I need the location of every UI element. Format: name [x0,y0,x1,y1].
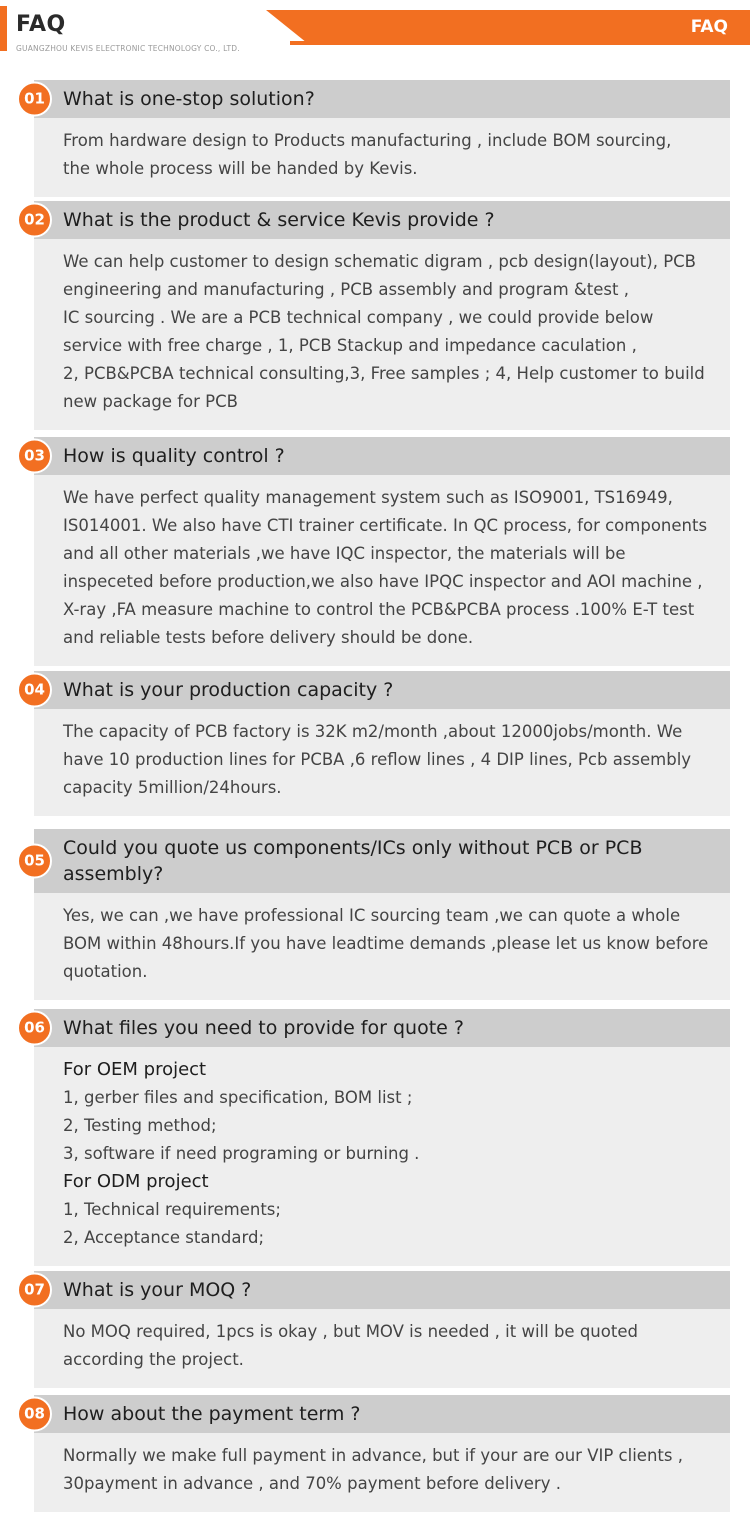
faq-answer [34,1047,730,1266]
faq-item-03 [24,437,730,666]
header-accent-bar [0,6,7,51]
answer-line: Yes, we can ,we have professional IC sourcing team ,we can quote a whole [63,906,681,925]
faq-question-row [24,201,730,239]
faq-question-row [24,1271,730,1309]
faq-number-badge: 05 [17,844,52,879]
faq-number-badge: 02 [17,203,52,238]
answer-line: 1, gerber files and specification, BOM list ; [63,1088,413,1107]
faq-question: What is the product & service Kevis provide ? [63,209,495,231]
question-line: assembly? [63,863,164,885]
faq-item-01 [24,80,730,197]
faq-answer [34,475,730,666]
answer-line: Normally we make full payment in advance, but if your are our VIP clients , [63,1446,683,1465]
answer-line: capacity 5million/24hours. [63,778,282,797]
faq-answer [34,118,730,197]
faq-number-badge: 03 [17,439,52,474]
header-tab-label: FAQ [690,17,728,37]
faq-item-07 [24,1271,730,1388]
answer-line: 2, PCB&PCBA technical consulting,3, Free samples ; 4, Help customer to build [63,364,705,383]
answer-line: We can help customer to design schematic digram , pcb design(layout), PCB [63,252,696,271]
faq-question [34,829,730,893]
faq-item-02 [24,201,730,430]
answer-line: new package for PCB [63,392,238,411]
answer-line: 1, Technical requirements; [63,1200,281,1219]
answer-line: BOM within 48hours.If you have leadtime demands ,please let us know before [63,934,709,953]
answer-line: 3, software if need programing or burning . [63,1144,420,1163]
faq-question: What is your MOQ ? [63,1279,252,1301]
faq-item-08 [24,1395,730,1512]
answer-line: IS014001. We also have CTI trainer certificate. In QC process, for components [63,516,708,535]
faq-item-04 [24,671,730,816]
faq-number-badge: 04 [17,673,52,708]
faq-question-row [24,437,730,475]
answer-line: and all other materials ,we have IQC inspector, the materials will be [63,544,626,563]
faq-question-row [24,80,730,118]
answer-line: 2, Testing method; [63,1116,217,1135]
answer-line: have 10 production lines for PCBA ,6 reflow lines , 4 DIP lines, Pcb assembly [63,750,692,769]
answer-line: X-ray ,FA measure machine to control the PCB&PCBA process .100% E-T test [63,600,695,619]
answer-line: The capacity of PCB factory is 32K m2/month ,about 12000jobs/month. We [63,722,683,741]
faq-answer [34,239,730,430]
oem-heading: For OEM project [63,1059,207,1080]
faq-question: How about the payment term ? [63,1403,361,1425]
answer-line: service with free charge , 1, PCB Stackup and impedance caculation , [63,336,637,355]
answer-line: inspeceted before production,we also have IPQC inspector and AOI machine , [63,572,703,591]
faq-answer [34,1309,730,1388]
header-tab [266,10,750,45]
page-header [0,0,750,60]
answer-line: the whole process will be handed by Kevis. [63,159,418,178]
faq-question-row [24,829,730,893]
faq-answer [34,1433,730,1512]
faq-question: How is quality control ? [63,445,285,467]
answer-line: engineering and manufacturing , PCB assembly and program &test , [63,280,629,299]
question-line: Could you quote us components/ICs only without PCB or PCB [63,837,643,859]
faq-item-06 [24,1009,730,1266]
answer-line: 30payment in advance , and 70% payment before delivery . [63,1474,561,1493]
faq-answer [34,893,730,1000]
answer-line: No MOQ required, 1pcs is okay , but MOV is needed , it will be quoted [63,1322,638,1341]
faq-number-badge: 01 [17,82,52,117]
page-title: FAQ [16,12,66,37]
faq-number-badge: 08 [17,1397,52,1432]
faq-question: What is one-stop solution? [63,88,315,110]
faq-question: What files you need to provide for quote ? [63,1017,464,1039]
answer-line: according the project. [63,1350,244,1369]
faq-answer [34,709,730,816]
faq-question-row [24,1009,730,1047]
company-name: GUANGZHOU KEVIS ELECTRONIC TECHNOLOGY CO., LTD. [16,44,240,53]
answer-line: and reliable tests before delivery should be done. [63,628,474,647]
answer-line: From hardware design to Products manufacturing , include BOM sourcing, [63,131,672,150]
odm-heading: For ODM project [63,1171,209,1192]
answer-line: quotation. [63,962,148,981]
answer-line: We have perfect quality management system such as ISO9001, TS16949, [63,488,673,507]
faq-item-05 [24,829,730,1000]
faq-question: What is your production capacity ? [63,679,394,701]
faq-number-badge: 07 [17,1273,52,1308]
faq-question-row [24,671,730,709]
answer-line: 2, Acceptance standard; [63,1228,265,1247]
answer-line: IC sourcing . We are a PCB technical company , we could provide below [63,308,654,327]
faq-number-badge: 06 [17,1011,52,1046]
faq-question-row [24,1395,730,1433]
